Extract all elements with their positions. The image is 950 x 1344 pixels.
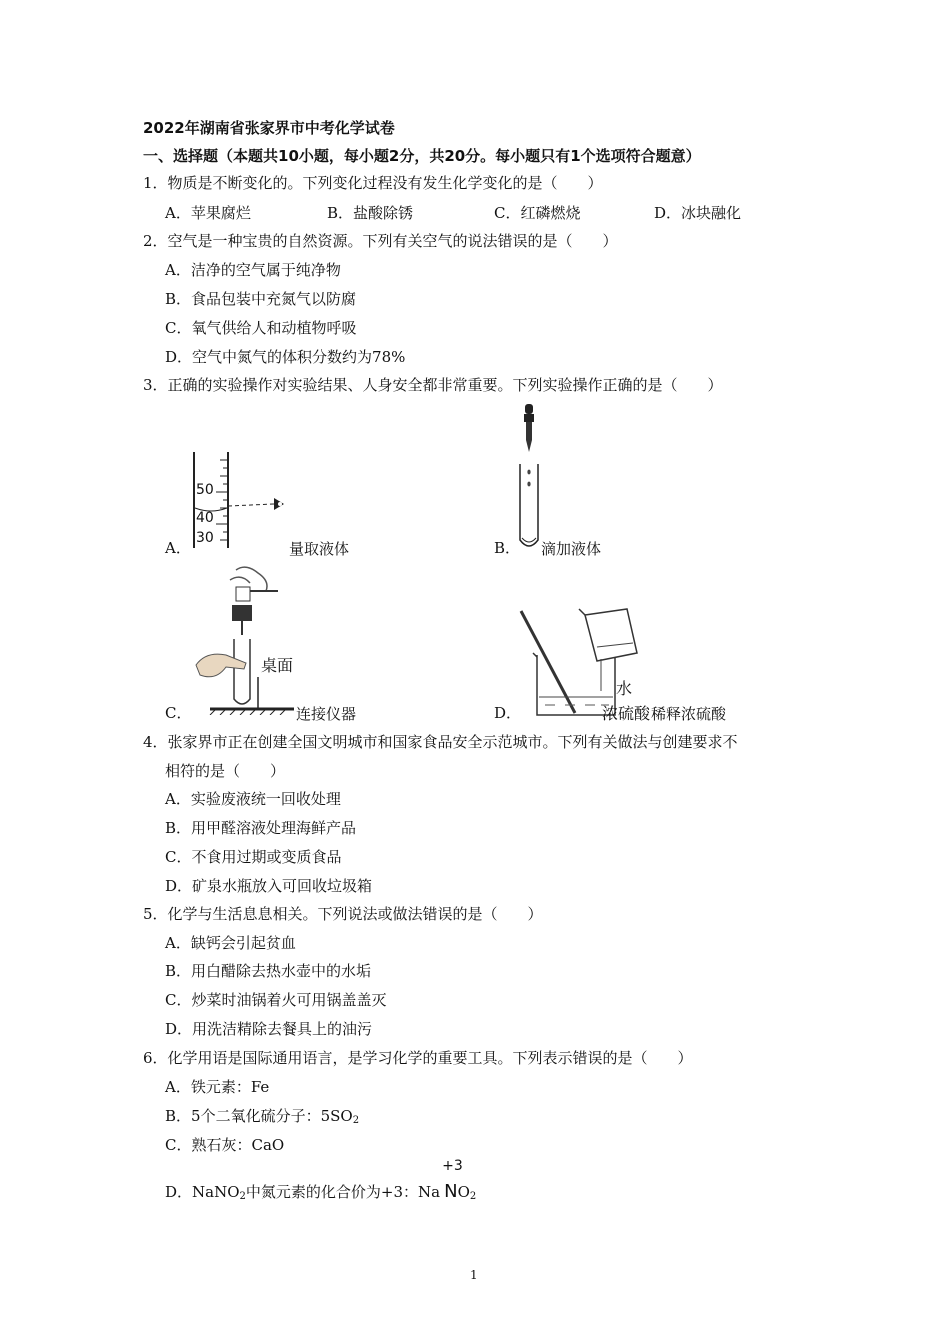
q5-stem: 5．化学与生活息息相关。下列说法或做法错误的是（ ）: [143, 905, 543, 923]
q2-option-b: B．食品包装中充氮气以防腐: [165, 290, 357, 308]
cylinder-tick-30: 30: [196, 530, 214, 546]
q1-option-a: A．苹果腐烂: [165, 204, 251, 222]
q6-stem: 6．化学用语是国际通用语言，是学习化学的重要工具。下列表示错误的是（ ）: [143, 1049, 693, 1067]
q6-d-text-2: 中氮元素的化合价为+3：Na: [245, 1183, 441, 1201]
q6-d-nitrogen: N: [444, 1181, 458, 1202]
q2-stem: 2．空气是一种宝贵的自然资源。下列有关空气的说法错误的是（ ）: [143, 232, 618, 250]
q4-option-d: D．矿泉水瓶放入可回收垃圾箱: [165, 877, 373, 895]
q4-stem-line1: 4．张家界市正在创建全国文明城市和国家食品安全示范城市。下列有关做法与创建要求不: [143, 733, 738, 751]
q3-option-a-label: 量取液体: [289, 540, 350, 558]
q6-option-a: A．铁元素：Fe: [165, 1078, 270, 1096]
q5-option-c: C．炒菜时油锅着火可用锅盖盖灭: [165, 991, 387, 1009]
conc-acid-label: 浓硫酸: [602, 704, 651, 723]
q3-option-c-letter: C．: [165, 704, 192, 722]
q6-option-d: [165, 1158, 477, 1207]
q6-d-subscript-1: 2: [239, 1191, 246, 1202]
dropper-testtube-figure: [512, 402, 546, 554]
exam-title: 2022年湖南省张家界市中考化学试卷: [143, 119, 395, 137]
q4-stem-line2: 相符的是（ ）: [165, 762, 286, 780]
q4-option-a: A．实验废液统一回收处理: [165, 790, 341, 808]
q3-option-c-label: 连接仪器: [296, 705, 357, 723]
water-label: 水: [616, 679, 633, 698]
desk-surface-label: 桌面: [261, 656, 294, 675]
q3-option-b-label: 滴加液体: [541, 540, 602, 558]
cylinder-tick-50: 50: [196, 482, 214, 498]
q6-d-charge: +3: [442, 1158, 463, 1174]
page-number: 1: [470, 1268, 478, 1282]
q6-b-text: B．5个二氧化硫分子：5SO: [165, 1107, 353, 1125]
q4-option-b: B．用甲醛溶液处理海鲜产品: [165, 819, 357, 837]
q6-d-subscript-2: 2: [469, 1191, 477, 1202]
q1-stem: 1．物质是不断变化的。下列变化过程没有发生化学变化的是（ ）: [143, 174, 603, 192]
q2-option-a: A．洁净的空气属于纯净物: [165, 261, 341, 279]
cylinder-tick-40: 40: [196, 510, 214, 526]
q6-b-subscript: 2: [352, 1115, 360, 1126]
q6-option-c: C．熟石灰：CaO: [165, 1136, 285, 1154]
q6-option-b: [165, 1106, 359, 1131]
q2-option-d: D．空气中氮气的体积分数约为78%: [165, 348, 406, 366]
q6-d-oxygen: O: [457, 1183, 470, 1201]
q1-option-b: B．盐酸除锈: [327, 204, 414, 222]
q5-option-d: D．用洗洁精除去餐具上的油污: [165, 1020, 373, 1038]
q3-stem: 3．正确的实验操作对实验结果、人身安全都非常重要。下列实验操作正确的是（ ）: [143, 376, 723, 394]
connect-apparatus-figure: [186, 565, 296, 715]
q6-d-text-1: D．NaNO: [165, 1183, 240, 1201]
q5-option-b: B．用白醋除去热水壶中的水垢: [165, 962, 372, 980]
q1-option-d: D．冰块融化: [654, 204, 742, 222]
q3-option-b-letter: B．: [494, 539, 521, 557]
q6-d-nitrogen-with-charge: [442, 1158, 463, 1202]
q3-option-d-letter: D．: [494, 704, 522, 722]
q4-option-c: C．不食用过期或变质食品: [165, 848, 342, 866]
section-heading: 一、选择题（本题共10小题，每小题2分，共20分。每小题只有1个选项符合题意）: [143, 147, 701, 165]
q3-option-a-letter: A．: [165, 539, 191, 557]
q3-option-d-label: 稀释浓硫酸: [651, 705, 727, 723]
q2-option-c: C．氧气供给人和动植物呼吸: [165, 319, 357, 337]
q5-option-a: A．缺钙会引起贫血: [165, 934, 296, 952]
q1-option-c: C．红磷燃烧: [494, 204, 581, 222]
